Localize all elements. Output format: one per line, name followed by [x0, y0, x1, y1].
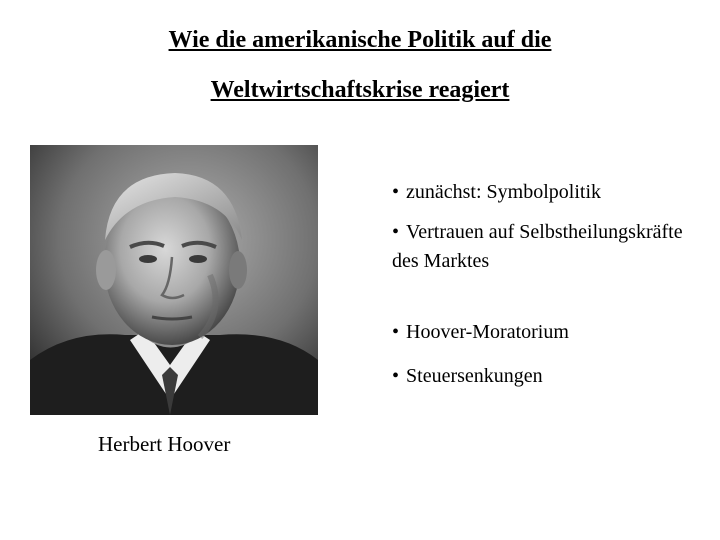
bullet-text: Hoover-Moratorium [406, 321, 569, 343]
bullet-dot-icon: • [392, 181, 400, 203]
bullet-text: Vertrauen auf Selbstheilungskräfte des Marktes [392, 221, 683, 272]
bullet-item [392, 178, 692, 207]
photo-caption: Herbert Hoover [98, 432, 231, 456]
bullet-item [392, 318, 692, 347]
bullet-dot-icon: • [392, 365, 400, 387]
bullet-text: zunächst: Symbolpolitik [406, 181, 602, 203]
bullet-item [392, 362, 692, 391]
slide-title-line-1: Wie die amerikanische Politik auf die [168, 27, 552, 53]
bullet-dot-icon: • [392, 221, 400, 243]
bullet-dot-icon: • [392, 321, 400, 343]
bullet-item [392, 218, 692, 276]
bullet-text: Steuersenkungen [406, 365, 543, 387]
portrait-photo [30, 145, 318, 415]
slide-title-line-2: Weltwirtschaftskrise reagiert [210, 77, 510, 103]
